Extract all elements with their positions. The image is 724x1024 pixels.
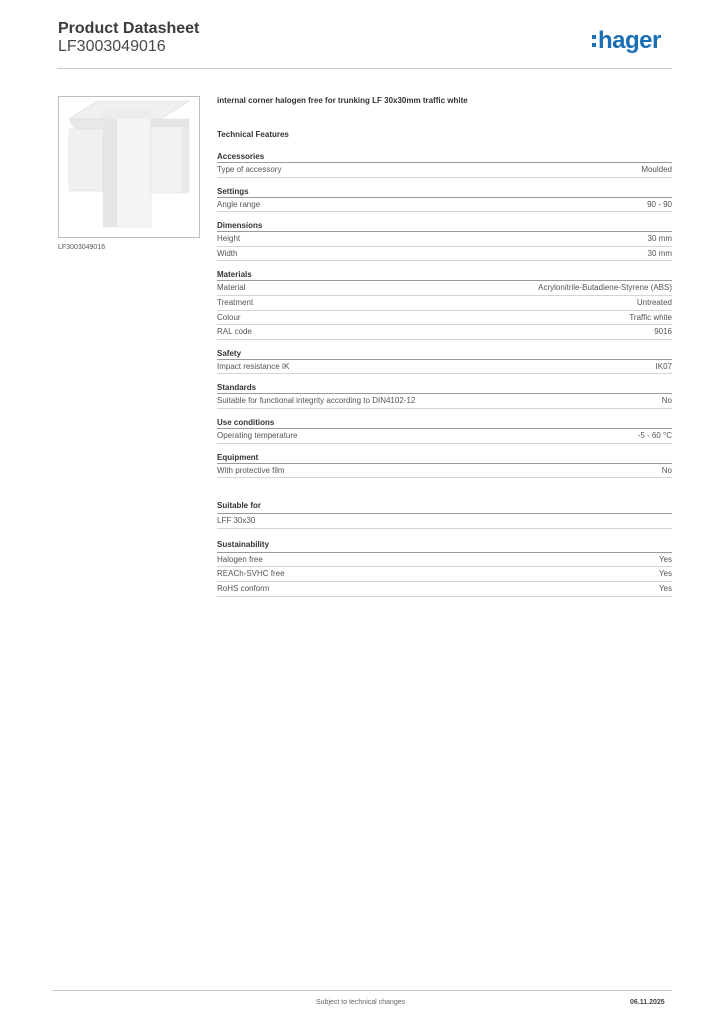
spec-value: 90 - 90 [647, 199, 672, 209]
section-title: Materials [217, 270, 672, 281]
spec-row [217, 553, 672, 568]
product-image [58, 96, 200, 238]
spec-label: LFF 30x30 [217, 516, 256, 526]
internal-corner-icon [59, 97, 201, 239]
spec-value: Yes [658, 569, 672, 579]
section-title: Dimensions [217, 221, 672, 232]
spec-label: Operating temperature [217, 430, 298, 440]
spec-row [217, 394, 672, 409]
spec-section [217, 187, 672, 213]
spec-row [217, 296, 672, 311]
spec-label: RAL code [217, 327, 252, 337]
spec-value: Untreated [636, 297, 672, 307]
spec-label: Halogen free [217, 554, 263, 564]
section-title: Settings [217, 187, 672, 198]
spec-value: -5 - 60 °C [637, 430, 672, 440]
product-description: internal corner halogen free for trunking LF 30x30mm traffic white [217, 96, 468, 105]
spec-row [217, 464, 672, 479]
spec-value: Acrylonitrile-Butadiene-Styrene (ABS) [538, 283, 672, 293]
spec-label: Type of accessory [217, 165, 282, 174]
spec-row [217, 325, 672, 340]
header-divider [57, 68, 672, 69]
spec-label: Material [217, 283, 246, 293]
spec-section [217, 152, 672, 178]
footer-divider [52, 990, 672, 991]
spec-label: REACh-SVHC free [217, 569, 285, 579]
spec-value: No [661, 396, 672, 406]
spec-label: Angle range [217, 199, 261, 209]
spec-value: Yes [658, 554, 672, 564]
section-title: Accessories [217, 152, 672, 163]
spec-row [217, 429, 672, 444]
logo-dots-icon [592, 35, 596, 49]
section-title: Standards [217, 383, 672, 394]
suitable-for-section [217, 501, 672, 529]
spec-value: IK07 [655, 361, 672, 371]
footer-date: 06.11.2025 [630, 999, 665, 1006]
spec-row [217, 582, 672, 597]
spec-section [217, 349, 672, 375]
spec-row [217, 163, 672, 178]
spec-value: No [661, 465, 672, 475]
section-title: Equipment [217, 453, 672, 464]
spec-label: With protective film [217, 465, 285, 475]
spec-label: Suitable for functional integrity according to DIN4102-12 [217, 396, 416, 406]
spec-row [217, 232, 672, 247]
spec-value: 9016 [654, 327, 672, 337]
section-title: Use conditions [217, 418, 672, 429]
spec-label: Impact resistance IK [217, 361, 290, 371]
spec-section [217, 418, 672, 444]
spec-row [217, 514, 672, 529]
spec-row [217, 567, 672, 582]
spec-section [217, 270, 672, 339]
spec-row [217, 198, 672, 213]
spec-label: Width [217, 248, 238, 258]
hager-logo [592, 27, 661, 55]
spec-row [217, 311, 672, 326]
logo-text: hager [598, 27, 661, 54]
spec-row [217, 360, 672, 375]
technical-features-title: Technical Features [217, 130, 289, 139]
section-title: Suitable for [217, 501, 672, 514]
spec-value: Yes [658, 583, 672, 593]
spec-label: RoHS conform [217, 583, 270, 593]
product-code: LF3003049016 [58, 38, 166, 55]
spec-section [217, 383, 672, 409]
sustainability-section [217, 540, 672, 597]
spec-row [217, 281, 672, 296]
spec-section [217, 453, 672, 479]
spec-label: Colour [217, 312, 241, 322]
page-title: Product Datasheet [58, 20, 200, 37]
spec-value: 30 mm [647, 234, 672, 244]
spec-section [217, 221, 672, 261]
spec-label: Height [217, 234, 241, 244]
spec-label: Treatment [217, 297, 254, 307]
image-caption: LF3003049016 [58, 244, 106, 251]
spec-value: Traffic white [629, 312, 672, 322]
footer-note: Subject to technical changes [316, 999, 406, 1006]
section-title: Sustainability [217, 540, 672, 553]
spec-value: Moulded [641, 165, 672, 174]
section-title: Safety [217, 349, 672, 360]
spec-row [217, 247, 672, 262]
spec-value: 30 mm [647, 248, 672, 258]
technical-content [217, 96, 672, 608]
